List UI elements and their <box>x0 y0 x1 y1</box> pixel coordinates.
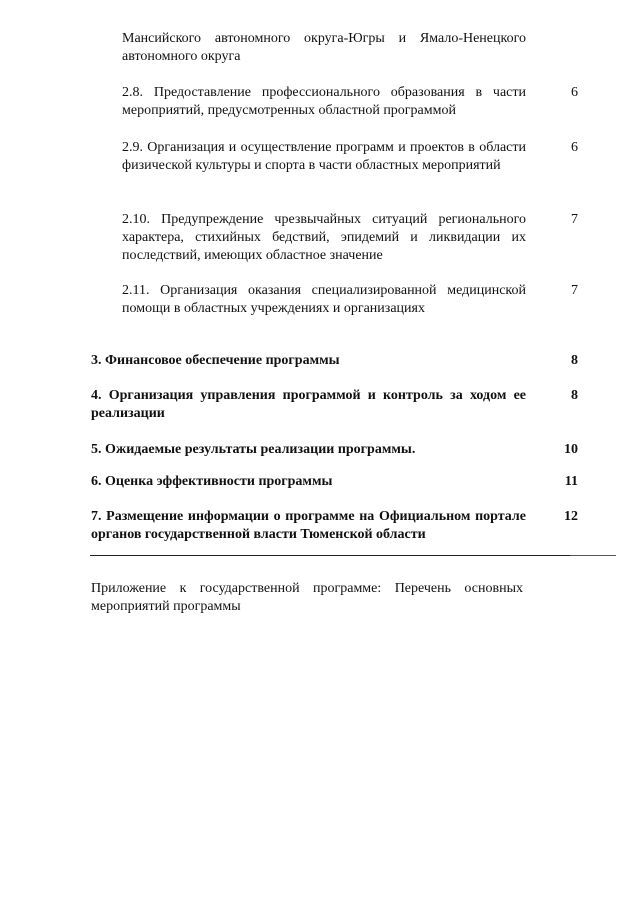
toc-section-4-page: 8 <box>571 388 578 403</box>
toc-item-2-8: 2.8. Предоставление профессионального образования в части мероприятий, предусмотренных областной программой <box>122 85 526 118</box>
toc-section-5: 5. Ожидаемые результаты реализации программы. <box>91 442 416 457</box>
toc-item-2-11-page: 7 <box>571 283 578 298</box>
toc-section-3: 3. Финансовое обеспечение программы <box>91 353 340 368</box>
toc-section-5-page: 10 <box>564 442 578 457</box>
toc-item-2-9-page: 6 <box>571 140 578 155</box>
divider-line <box>90 555 616 556</box>
toc-continuation-text: Мансийского автономного округа-Югры и Ямало-Ненецкого автономного округа <box>122 31 526 64</box>
toc-item-2-9: 2.9. Организация и осуществление программ и проектов в области физической культуры и спорта в части областных мероприятий <box>122 140 526 173</box>
toc-section-4: 4. Организация управления программой и контроль за ходом ее реализации <box>91 388 526 421</box>
appendix-text: Приложение к государственной программе: Перечень основных мероприятий программы <box>91 581 523 614</box>
toc-item-2-8-page: 6 <box>571 85 578 100</box>
toc-item-2-10-page: 7 <box>571 212 578 227</box>
toc-section-6: 6. Оценка эффективности программы <box>91 474 333 489</box>
toc-section-7: 7. Размещение информации о программе на Официальном портале органов государственной власти Тюменской области <box>91 509 526 542</box>
toc-section-3-page: 8 <box>571 353 578 368</box>
toc-item-2-11: 2.11. Организация оказания специализированной медицинской помощи в областных учреждениях и организациях <box>122 283 526 316</box>
toc-section-6-page: 11 <box>564 474 578 489</box>
toc-item-2-10: 2.10. Предупреждение чрезвычайных ситуаций регионального характера, стихийных бедствий, эпидемий и ликвидации их последствий, имеющих областное значение <box>122 212 526 263</box>
toc-section-7-page: 12 <box>564 509 578 524</box>
divider-line-right <box>570 555 616 556</box>
